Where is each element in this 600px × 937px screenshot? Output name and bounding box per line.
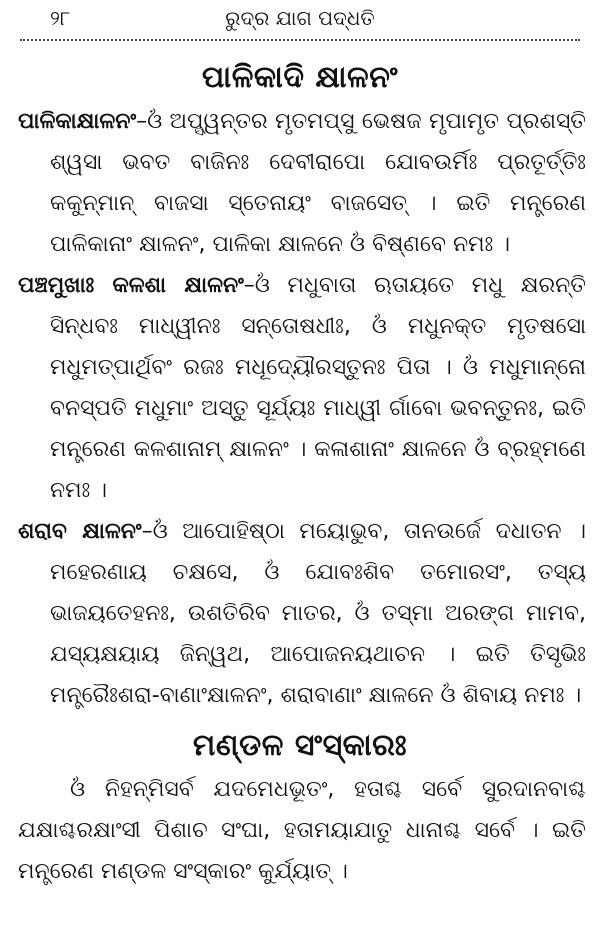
paragraph-text: ଓଁ ନିହନ୍ମିସର୍ବ ଯଦମେଧଭୂତଂ, ହତାଶ୍ଚ ସର୍ବେ ସୁରଦାନବାଶ୍ଚ ଯକ୍ଷାଶ୍ଚରକ୍ଷାଂସୀ ପିଶାଚ ସଂଘା, ହତାମୟାଯାତୁ ଧାନାଶ୍ଚ ସର୍ବେ । ଇତି ମନ୍ତ୍ରେଣ ମଣ୍ଡଳ ସଂସ୍କାରଂ କୁର୍ଯ୍ୟାତ୍ । [18, 777, 586, 884]
paragraph-text: –ଓଁ ଆପୋହିଷ୍ଠା ମୟୋଭୁବ, ତାନଉର୍ଜେ ଦଧାତନ । ମହେରଣାୟ ଚକ୍ଷସେ, ଓଁ ଯୋବଃଶିବ ତମୋରସଂ, ତସ୍ୟ ଭାଜୟତେହନଃ, ଉଶତିରିବ ମାତର, ଓଁ ତସ୍ମା ଅରଙ୍ଗ ମାମବ, ଯସ୍ୟକ୍ଷୟାୟ ଜିନ୍ୱଥ, ଆପୋଜନୟଥାଚନ । ଇତି ତିସୃଭିଃ ମନ୍ତ୍ରୈଃଶରା-ବାଣାଂକ୍ଷାଳନଂ, ଶରାବାଣାଂ କ୍ଷାଳନେ ଓଁ ଶିବାୟ ନମଃ । [50, 519, 586, 708]
running-title: ରୁଦ୍ର ଯାଗ ପଦ୍ଧତି [225, 6, 375, 30]
page-header [14, 0, 586, 38]
section-heading-mandala: ମଣ୍ଡଳ ସଂସ୍କାରଃ [192, 728, 408, 763]
paragraph-lead: ପାଳିକାକ୍ଷାଳନଂ [18, 109, 137, 134]
paragraph-text: –ଓଁ ମଧୁବାତା ଋତାୟତେ ମଧୁ କ୍ଷରନ୍ତି ସିନ୍ଧବଃ ମାଧ୍ୱୀନଃ ସନ୍ତୋଷଧୀଃ, ଓଁ ମଧୁନକ୍ତ ମୃତଷସୋ ମଧୁମତ୍‌ପାର୍ଥିବଂ ରଜଃ ମଧୂଦ୍ୟୌରସ୍ତୁନଃ ପିତା । ଓଁ ମଧୁମାନ୍ନୋ ବନସ୍ପତି ମଧୁମାଂ ଅସ୍ତୁ ସୂର୍ଯ୍ୟଃ ମାଧ୍ୱୀ ର୍ଗାବୋ ଭବନ୍ତୁନଃ, ଇତି ମନ୍ତ୍ରେଣ କଳଶାନାମ୍ କ୍ଷାଳନଂ । କଳାଶାନାଂ କ୍ଷାଳନେ ଓଁ ବ୍ରହ୍ମଣେ ନମଃ । [50, 273, 586, 503]
paragraph-mandala-sanskara [14, 769, 586, 892]
paragraph-lead: ଶରାବ କ୍ଷାଳନଂ [18, 519, 142, 544]
paragraph-sharava-kshalanam [14, 511, 586, 716]
paragraph-kalasha-kshalanam [14, 265, 586, 511]
section-heading-palikadi: ପାଳିକାଦି କ୍ଷାଳନଂ [201, 60, 399, 95]
paragraph-palika-kshalanam [14, 101, 586, 265]
paragraph-lead: ପଞ୍ଚମୁଖାଃ କଳଶା କ୍ଷାଳନଂ [18, 273, 244, 298]
header-dotted-rule [20, 39, 580, 41]
paragraph-text: –ଓଁ ଅପ୍ସ୍ୱନ୍ତର ମୃତମପ୍ସୁ ଭେଷଜ ମୃପାମୃତ ପ୍ରଶସ୍ତି ଶ୍ୱସା ଭବତ ବାଜିନଃ ଦେବୀରାପୋ ଯୋବଉର୍ମିଃ ପ୍ରତୂର୍ତ୍ତିଃ କକୁନ୍ମାନ୍ ବାଜସା ସ୍ତେନାୟଂ ବାଜସେତ୍ । ଇତି ମନ୍ତ୍ରେଣ ପାଳିକାନାଂ କ୍ଷାଳନଂ, ପାଳିକା କ୍ଷାଳନେ ଓଁ ବିଷ୍ଣବେ ନମଃ । [50, 109, 586, 257]
page-number: ୨୮ [50, 6, 71, 30]
